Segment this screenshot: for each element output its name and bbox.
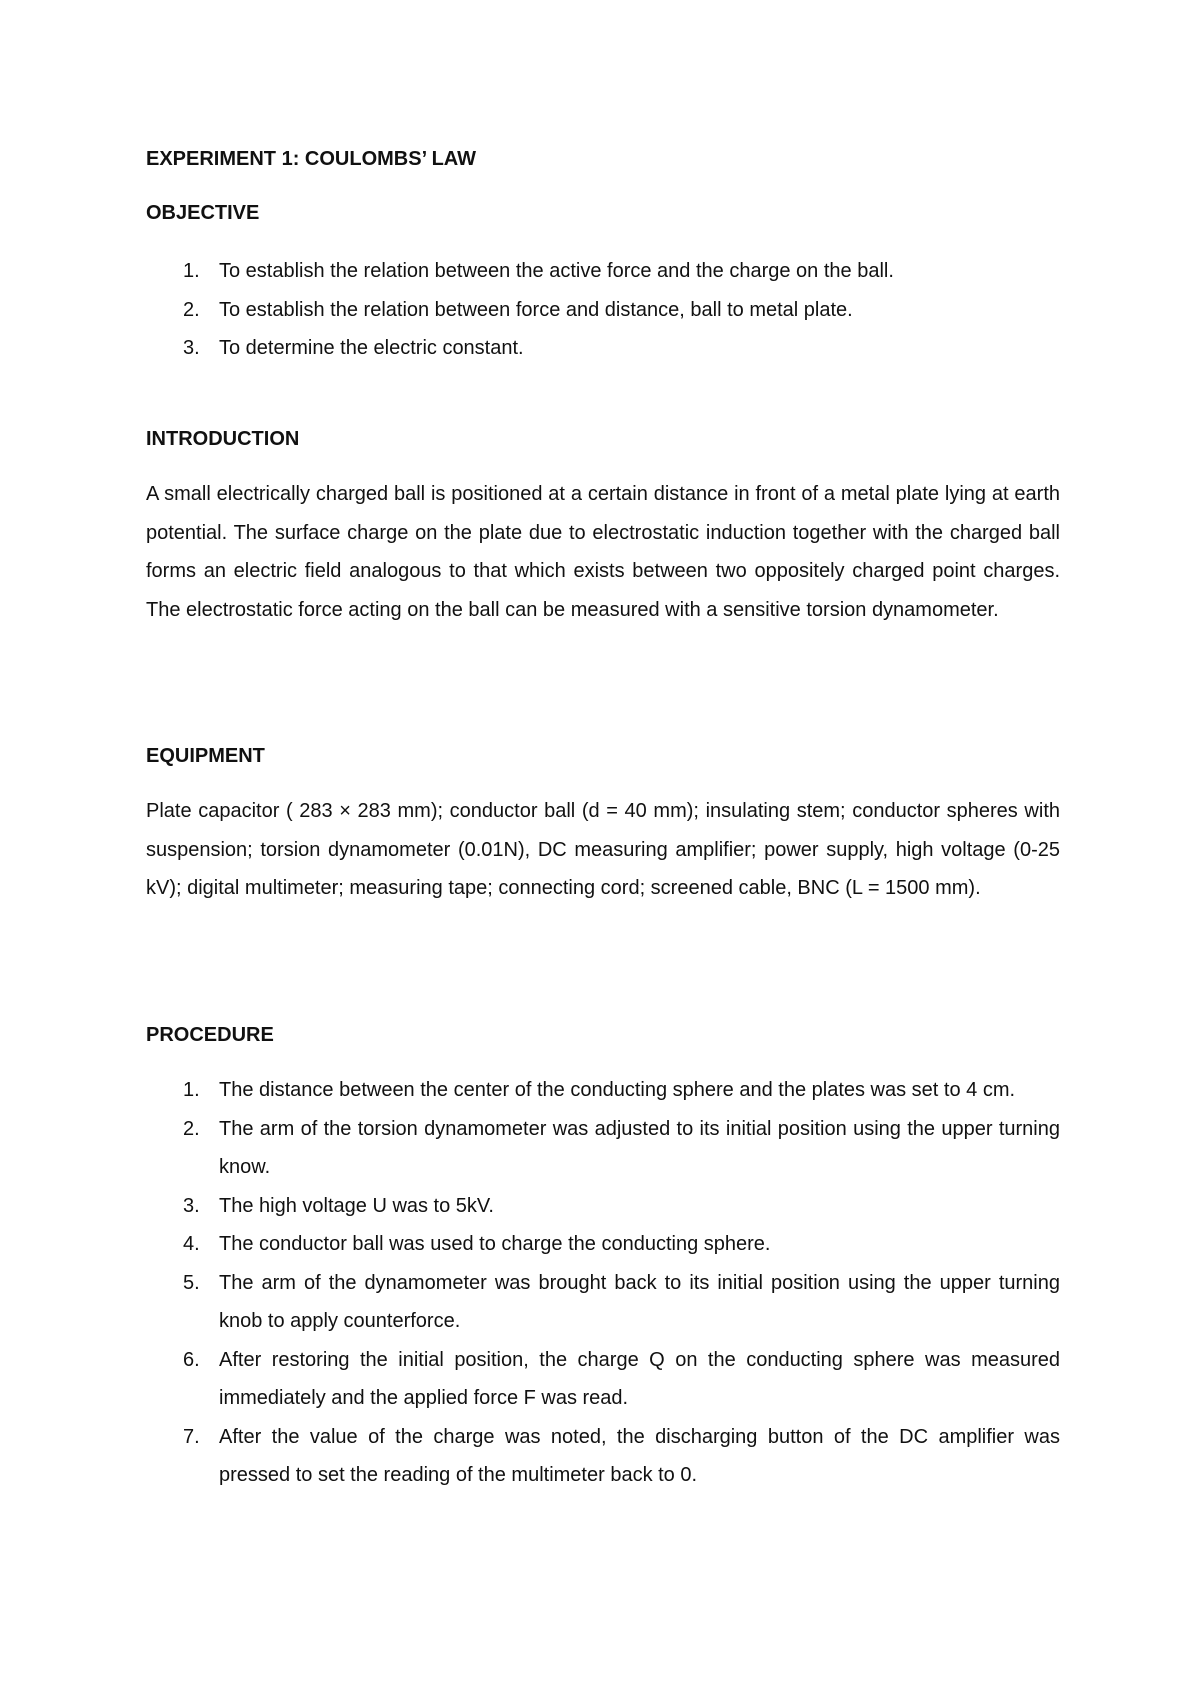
list-item-number: 6.: [183, 1348, 200, 1371]
list-item: [146, 1071, 1060, 1110]
introduction-heading: INTRODUCTION: [146, 428, 300, 450]
list-item-text: To establish the relation between force and distance, ball to metal plate.: [219, 298, 853, 321]
procedure-list: [146, 1071, 1060, 1495]
objective-list: [146, 252, 1060, 368]
list-item-number: 1.: [183, 260, 200, 282]
list-item-text: The distance between the center of the conducting sphere and the plates was set to 4 cm.: [219, 1079, 1016, 1101]
list-item-number: 2.: [183, 1117, 200, 1140]
procedure-heading: PROCEDURE: [146, 1024, 274, 1046]
list-item: [146, 1225, 1060, 1264]
introduction-paragraph: A small electrically charged ball is positioned at a certain distance in front of a metal plate lying at earth potential. The surface charge on the plate due to electrostatic induction together with the charged ball forms an electric field analogous to that which exists between two oppositely charged point charges. The electrostatic force acting on the ball can be measured with a sensitive torsion dynamometer.: [146, 483, 1060, 621]
list-item: [146, 329, 1060, 368]
list-item: [146, 1187, 1060, 1226]
list-item-number: 7.: [183, 1425, 200, 1448]
list-item: [146, 1341, 1060, 1418]
objective-heading: OBJECTIVE: [146, 202, 260, 224]
list-item: [146, 252, 1060, 291]
list-item-number: 1.: [183, 1079, 200, 1101]
list-item-text: After the value of the charge was noted, the discharging button of the DC amplifier was pressed to set the reading of the multimeter back to 0.: [219, 1425, 1060, 1486]
list-item-number: 5.: [183, 1271, 200, 1294]
list-item: [146, 1264, 1060, 1341]
list-item: [146, 1110, 1060, 1187]
equipment-heading: EQUIPMENT: [146, 745, 265, 767]
list-item-text: After restoring the initial position, the charge Q on the conducting sphere was measured immediately and the applied force F was read.: [219, 1348, 1060, 1409]
equipment-paragraph: Plate capacitor ( 283 × 283 mm); conductor ball (d = 40 mm); insulating stem; conductor spheres with suspension; torsion dynamometer (0.01N), DC measuring amplifier; power supply, high voltage (0-25 kV); digital multimeter; measuring tape; connecting cord; screened cable, BNC (L = 1500 mm).: [146, 800, 1060, 899]
list-item-number: 2.: [183, 298, 200, 321]
list-item-number: 3.: [183, 337, 200, 359]
document-title: EXPERIMENT 1: COULOMBS’ LAW: [146, 148, 477, 170]
list-item-number: 4.: [183, 1233, 200, 1255]
list-item-text: To determine the electric constant.: [219, 337, 524, 359]
list-item: [146, 1418, 1060, 1495]
list-item-text: The arm of the dynamometer was brought back to its initial position using the upper turning knob to apply counterforce.: [219, 1271, 1060, 1332]
list-item-text: The high voltage U was to 5kV.: [219, 1194, 494, 1217]
list-item-text: To establish the relation between the active force and the charge on the ball.: [219, 260, 894, 282]
list-item: [146, 291, 1060, 330]
list-item-number: 3.: [183, 1194, 200, 1217]
list-item-text: The arm of the torsion dynamometer was adjusted to its initial position using the upper turning know.: [219, 1117, 1060, 1178]
list-item-text: The conductor ball was used to charge the conducting sphere.: [219, 1233, 771, 1255]
